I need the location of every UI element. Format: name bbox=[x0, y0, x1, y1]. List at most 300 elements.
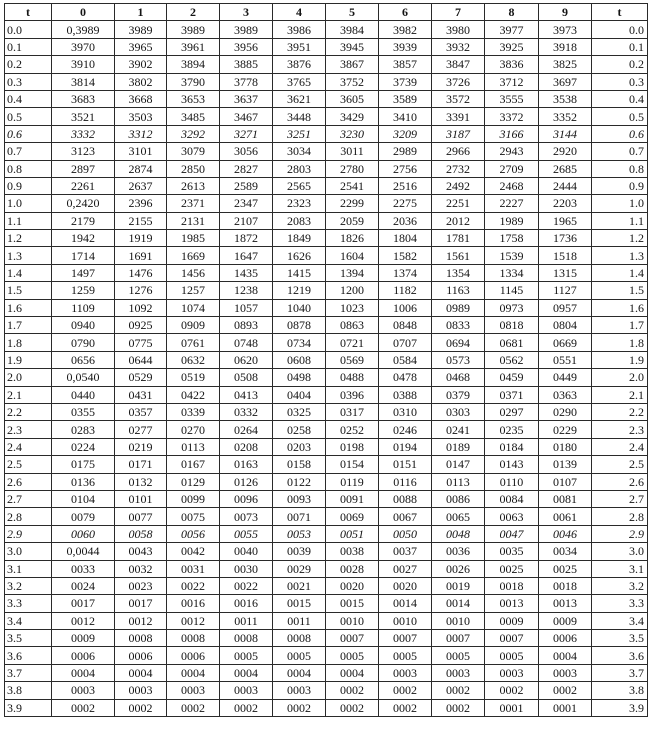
row-label-t: 2.3 bbox=[5, 421, 52, 438]
table-cell: 0012 bbox=[52, 612, 115, 629]
row-label-t-right: 0.4 bbox=[592, 90, 648, 107]
table-cell: 3485 bbox=[167, 108, 220, 125]
row-label-t-right: 1.3 bbox=[592, 247, 648, 264]
table-cell: 0519 bbox=[167, 369, 220, 386]
table-cell: 3503 bbox=[115, 108, 167, 125]
row-label-t: 2.5 bbox=[5, 456, 52, 473]
table-cell: 2261 bbox=[52, 177, 115, 194]
table-cell: 3973 bbox=[539, 21, 592, 38]
row-label-t-right: 2.7 bbox=[592, 490, 648, 507]
table-cell: 2059 bbox=[326, 212, 379, 229]
table-cell: 0003 bbox=[379, 664, 432, 681]
row-label-t-right: 1.0 bbox=[592, 195, 648, 212]
table-cell: 0396 bbox=[326, 386, 379, 403]
table-cell: 0004 bbox=[326, 664, 379, 681]
table-cell: 0060 bbox=[52, 525, 115, 542]
table-cell: 3894 bbox=[167, 56, 220, 73]
table-cell: 0,3989 bbox=[52, 21, 115, 38]
table-cell: 3739 bbox=[379, 73, 432, 90]
table-cell: 0003 bbox=[220, 682, 273, 699]
table-cell: 0132 bbox=[115, 473, 167, 490]
table-cell: 2589 bbox=[220, 177, 273, 194]
table-cell: 0498 bbox=[273, 369, 326, 386]
table-cell: 2541 bbox=[326, 177, 379, 194]
table-cell: 0957 bbox=[539, 299, 592, 316]
row-label-t: 2.2 bbox=[5, 403, 52, 420]
table-cell: 2179 bbox=[52, 212, 115, 229]
table-cell: 1736 bbox=[539, 230, 592, 247]
row-label-t-right: 1.5 bbox=[592, 282, 648, 299]
table-cell: 0005 bbox=[432, 647, 485, 664]
table-cell: 1415 bbox=[273, 264, 326, 281]
table-cell: 1561 bbox=[432, 247, 485, 264]
table-cell: 0310 bbox=[379, 403, 432, 420]
table-cell: 0014 bbox=[432, 595, 485, 612]
table-cell: 0002 bbox=[326, 682, 379, 699]
table-cell: 0656 bbox=[52, 351, 115, 368]
table-cell: 0113 bbox=[167, 438, 220, 455]
table-cell: 0002 bbox=[432, 699, 485, 716]
row-label-t: 0.3 bbox=[5, 73, 52, 90]
table-cell: 0551 bbox=[539, 351, 592, 368]
table-cell: 1145 bbox=[485, 282, 539, 299]
row-label-t-right: 0.2 bbox=[592, 56, 648, 73]
table-cell: 1092 bbox=[115, 299, 167, 316]
table-cell: 1669 bbox=[167, 247, 220, 264]
table-row bbox=[5, 125, 648, 142]
table-cell: 3230 bbox=[326, 125, 379, 142]
table-cell: 0562 bbox=[485, 351, 539, 368]
table-cell: 0003 bbox=[115, 682, 167, 699]
table-cell: 0775 bbox=[115, 334, 167, 351]
table-cell: 3429 bbox=[326, 108, 379, 125]
row-label-t: 3.9 bbox=[5, 699, 52, 716]
table-cell: 3372 bbox=[485, 108, 539, 125]
table-cell: 0013 bbox=[485, 595, 539, 612]
table-cell: 0020 bbox=[326, 577, 379, 594]
table-cell: 0099 bbox=[167, 490, 220, 507]
table-cell: 0,0044 bbox=[52, 543, 115, 560]
table-cell: 1849 bbox=[273, 230, 326, 247]
table-cell: 0018 bbox=[485, 577, 539, 594]
table-cell: 3653 bbox=[167, 90, 220, 107]
table-cell: 0014 bbox=[379, 595, 432, 612]
table-cell: 3847 bbox=[432, 56, 485, 73]
table-cell: 0139 bbox=[539, 456, 592, 473]
table-cell: 1691 bbox=[115, 247, 167, 264]
table-cell: 1057 bbox=[220, 299, 273, 316]
table-cell: 0061 bbox=[539, 508, 592, 525]
table-cell: 0002 bbox=[273, 699, 326, 716]
table-cell: 2920 bbox=[539, 143, 592, 160]
table-cell: 0003 bbox=[485, 664, 539, 681]
table-cell: 3986 bbox=[273, 21, 326, 38]
row-label-t: 2.4 bbox=[5, 438, 52, 455]
table-cell: 0584 bbox=[379, 351, 432, 368]
table-cell: 0404 bbox=[273, 386, 326, 403]
table-cell: 0317 bbox=[326, 403, 379, 420]
table-cell: 0005 bbox=[485, 647, 539, 664]
table-cell: 3292 bbox=[167, 125, 220, 142]
row-label-t-right: 2.8 bbox=[592, 508, 648, 525]
table-cell: 3312 bbox=[115, 125, 167, 142]
table-cell: 0004 bbox=[115, 664, 167, 681]
table-cell: 0122 bbox=[273, 473, 326, 490]
row-label-t-right: 2.4 bbox=[592, 438, 648, 455]
table-cell: 0010 bbox=[326, 612, 379, 629]
table-cell: 0283 bbox=[52, 421, 115, 438]
table-cell: 0002 bbox=[539, 682, 592, 699]
table-cell: 0006 bbox=[52, 647, 115, 664]
table-row bbox=[5, 369, 648, 386]
table-cell: 0034 bbox=[539, 543, 592, 560]
row-label-t-right: 1.1 bbox=[592, 212, 648, 229]
table-cell: 3011 bbox=[326, 143, 379, 160]
table-cell: 0035 bbox=[485, 543, 539, 560]
table-cell: 0339 bbox=[167, 403, 220, 420]
row-label-t: 3.5 bbox=[5, 630, 52, 647]
table-cell: 0004 bbox=[167, 664, 220, 681]
table-cell: 1942 bbox=[52, 230, 115, 247]
table-cell: 3876 bbox=[273, 56, 326, 73]
table-cell: 0003 bbox=[539, 664, 592, 681]
table-cell: 3410 bbox=[379, 108, 432, 125]
row-label-t-right: 3.1 bbox=[592, 560, 648, 577]
table-cell: 0258 bbox=[273, 421, 326, 438]
density-table bbox=[4, 3, 648, 717]
table-cell: 3980 bbox=[432, 21, 485, 38]
table-cell: 0002 bbox=[167, 699, 220, 716]
table-cell: 0126 bbox=[220, 473, 273, 490]
table-cell: 0023 bbox=[115, 577, 167, 594]
table-cell: 0003 bbox=[167, 682, 220, 699]
table-cell: 2565 bbox=[273, 177, 326, 194]
table-cell: 0863 bbox=[326, 317, 379, 334]
table-cell: 3101 bbox=[115, 143, 167, 160]
table-cell: 0005 bbox=[326, 647, 379, 664]
row-label-t: 3.6 bbox=[5, 647, 52, 664]
row-label-t: 3.8 bbox=[5, 682, 52, 699]
row-label-t-right: 2.6 bbox=[592, 473, 648, 490]
header-col-1: 1 bbox=[115, 4, 167, 21]
table-row bbox=[5, 160, 648, 177]
table-cell: 0006 bbox=[115, 647, 167, 664]
table-cell: 2203 bbox=[539, 195, 592, 212]
table-cell: 0413 bbox=[220, 386, 273, 403]
table-cell: 0529 bbox=[115, 369, 167, 386]
table-cell: 1334 bbox=[485, 264, 539, 281]
table-cell: 0478 bbox=[379, 369, 432, 386]
table-cell: 1604 bbox=[326, 247, 379, 264]
row-label-t-right: 2.9 bbox=[592, 525, 648, 542]
table-row bbox=[5, 195, 648, 212]
row-label-t-right: 1.8 bbox=[592, 334, 648, 351]
table-cell: 3989 bbox=[167, 21, 220, 38]
table-cell: 2036 bbox=[379, 212, 432, 229]
table-cell: 3918 bbox=[539, 38, 592, 55]
table-cell: 0007 bbox=[432, 630, 485, 647]
table-cell: 3910 bbox=[52, 56, 115, 73]
row-label-t: 2.6 bbox=[5, 473, 52, 490]
table-cell: 3867 bbox=[326, 56, 379, 73]
table-cell: 3970 bbox=[52, 38, 115, 55]
table-cell: 3209 bbox=[379, 125, 432, 142]
table-cell: 0005 bbox=[220, 647, 273, 664]
table-cell: 0025 bbox=[485, 560, 539, 577]
table-cell: 1238 bbox=[220, 282, 273, 299]
table-cell: 2251 bbox=[432, 195, 485, 212]
table-cell: 0371 bbox=[485, 386, 539, 403]
table-cell: 1714 bbox=[52, 247, 115, 264]
table-row bbox=[5, 577, 648, 594]
table-cell: 0058 bbox=[115, 525, 167, 542]
table-cell: 1394 bbox=[326, 264, 379, 281]
table-cell: 0002 bbox=[379, 699, 432, 716]
table-cell: 0632 bbox=[167, 351, 220, 368]
table-cell: 0020 bbox=[379, 577, 432, 594]
table-cell: 3902 bbox=[115, 56, 167, 73]
table-cell: 2943 bbox=[485, 143, 539, 160]
table-cell: 0022 bbox=[220, 577, 273, 594]
row-label-t-right: 3.5 bbox=[592, 630, 648, 647]
table-cell: 0198 bbox=[326, 438, 379, 455]
table-cell: 0004 bbox=[52, 664, 115, 681]
table-cell: 0158 bbox=[273, 456, 326, 473]
table-cell: 0032 bbox=[115, 560, 167, 577]
row-label-t: 1.7 bbox=[5, 317, 52, 334]
table-cell: 1626 bbox=[273, 247, 326, 264]
table-cell: 1919 bbox=[115, 230, 167, 247]
table-cell: 0006 bbox=[539, 630, 592, 647]
row-label-t-right: 0.7 bbox=[592, 143, 648, 160]
row-label-t: 3.7 bbox=[5, 664, 52, 681]
table-cell: 3857 bbox=[379, 56, 432, 73]
table-cell: 0071 bbox=[273, 508, 326, 525]
table-cell: 2756 bbox=[379, 160, 432, 177]
table-cell: 0925 bbox=[115, 317, 167, 334]
table-cell: 0027 bbox=[379, 560, 432, 577]
table-cell: 0024 bbox=[52, 577, 115, 594]
table-cell: 0012 bbox=[167, 612, 220, 629]
table-cell: 0025 bbox=[539, 560, 592, 577]
table-cell: 0290 bbox=[539, 403, 592, 420]
table-cell: 0388 bbox=[379, 386, 432, 403]
table-cell: 2371 bbox=[167, 195, 220, 212]
table-cell: 2107 bbox=[220, 212, 273, 229]
table-cell: 1539 bbox=[485, 247, 539, 264]
table-cell: 0011 bbox=[220, 612, 273, 629]
table-cell: 0277 bbox=[115, 421, 167, 438]
table-cell: 0110 bbox=[485, 473, 539, 490]
table-cell: 0008 bbox=[115, 630, 167, 647]
table-row bbox=[5, 525, 648, 542]
table-cell: 0569 bbox=[326, 351, 379, 368]
row-label-t: 2.9 bbox=[5, 525, 52, 542]
table-cell: 0734 bbox=[273, 334, 326, 351]
table-cell: 0303 bbox=[432, 403, 485, 420]
table-cell: 0422 bbox=[167, 386, 220, 403]
table-cell: 3166 bbox=[485, 125, 539, 142]
table-cell: 0909 bbox=[167, 317, 220, 334]
table-cell: 0721 bbox=[326, 334, 379, 351]
table-row bbox=[5, 56, 648, 73]
table-cell: 0252 bbox=[326, 421, 379, 438]
table-cell: 2516 bbox=[379, 177, 432, 194]
table-cell: 3668 bbox=[115, 90, 167, 107]
table-cell: 3123 bbox=[52, 143, 115, 160]
row-label-t-right: 2.2 bbox=[592, 403, 648, 420]
row-label-t-right: 0.8 bbox=[592, 160, 648, 177]
row-label-t-right: 3.3 bbox=[592, 595, 648, 612]
row-label-t-right: 2.3 bbox=[592, 421, 648, 438]
table-cell: 0005 bbox=[379, 647, 432, 664]
table-cell: 3984 bbox=[326, 21, 379, 38]
table-cell: 0379 bbox=[432, 386, 485, 403]
header-row bbox=[5, 4, 648, 21]
table-cell: 1259 bbox=[52, 282, 115, 299]
table-cell: 2155 bbox=[115, 212, 167, 229]
row-label-t: 0.1 bbox=[5, 38, 52, 55]
table-cell: 0028 bbox=[326, 560, 379, 577]
table-cell: 0002 bbox=[326, 699, 379, 716]
table-cell: 0669 bbox=[539, 334, 592, 351]
table-cell: 0022 bbox=[167, 577, 220, 594]
table-cell: 0833 bbox=[432, 317, 485, 334]
table-cell: 0026 bbox=[432, 560, 485, 577]
table-cell: 0154 bbox=[326, 456, 379, 473]
table-cell: 1127 bbox=[539, 282, 592, 299]
table-cell: 0184 bbox=[485, 438, 539, 455]
table-cell: 0008 bbox=[220, 630, 273, 647]
table-cell: 0940 bbox=[52, 317, 115, 334]
table-cell: 3977 bbox=[485, 21, 539, 38]
table-cell: 3925 bbox=[485, 38, 539, 55]
table-header bbox=[5, 4, 648, 21]
table-row bbox=[5, 73, 648, 90]
table-cell: 0804 bbox=[539, 317, 592, 334]
table-cell: 0241 bbox=[432, 421, 485, 438]
table-cell: 0163 bbox=[220, 456, 273, 473]
table-cell: 0018 bbox=[539, 577, 592, 594]
table-cell: 0113 bbox=[432, 473, 485, 490]
table-cell: 3712 bbox=[485, 73, 539, 90]
table-cell: 2275 bbox=[379, 195, 432, 212]
table-cell: 0270 bbox=[167, 421, 220, 438]
table-body bbox=[5, 21, 648, 717]
row-label-t-right: 3.4 bbox=[592, 612, 648, 629]
table-cell: 0297 bbox=[485, 403, 539, 420]
table-cell: 0050 bbox=[379, 525, 432, 542]
table-cell: 2897 bbox=[52, 160, 115, 177]
row-label-t: 0.9 bbox=[5, 177, 52, 194]
table-cell: 0009 bbox=[52, 630, 115, 647]
table-cell: 0107 bbox=[539, 473, 592, 490]
table-row bbox=[5, 38, 648, 55]
table-cell: 0573 bbox=[432, 351, 485, 368]
table-cell: 0004 bbox=[539, 647, 592, 664]
table-cell: 3352 bbox=[539, 108, 592, 125]
table-cell: 0,2420 bbox=[52, 195, 115, 212]
table-cell: 0030 bbox=[220, 560, 273, 577]
table-cell: 0012 bbox=[115, 612, 167, 629]
row-label-t: 1.0 bbox=[5, 195, 52, 212]
table-cell: 0019 bbox=[432, 577, 485, 594]
table-cell: 3448 bbox=[273, 108, 326, 125]
table-cell: 3939 bbox=[379, 38, 432, 55]
table-cell: 0151 bbox=[379, 456, 432, 473]
table-cell: 0136 bbox=[52, 473, 115, 490]
table-row bbox=[5, 438, 648, 455]
table-cell: 2637 bbox=[115, 177, 167, 194]
table-cell: 1985 bbox=[167, 230, 220, 247]
row-label-t-right: 0.1 bbox=[592, 38, 648, 55]
table-cell: 3056 bbox=[220, 143, 273, 160]
table-cell: 0002 bbox=[220, 699, 273, 716]
table-cell: 1826 bbox=[326, 230, 379, 247]
table-row bbox=[5, 490, 648, 507]
table-cell: 0006 bbox=[167, 647, 220, 664]
table-cell: 0009 bbox=[539, 612, 592, 629]
table-cell: 0015 bbox=[326, 595, 379, 612]
table-cell: 3836 bbox=[485, 56, 539, 73]
table-cell: 3945 bbox=[326, 38, 379, 55]
table-cell: 0001 bbox=[539, 699, 592, 716]
table-cell: 0039 bbox=[273, 543, 326, 560]
header-col-5: 5 bbox=[326, 4, 379, 21]
table-cell: 1074 bbox=[167, 299, 220, 316]
row-label-t: 1.6 bbox=[5, 299, 52, 316]
row-label-t: 2.1 bbox=[5, 386, 52, 403]
header-col-6: 6 bbox=[379, 4, 432, 21]
table-cell: 0790 bbox=[52, 334, 115, 351]
table-cell: 0067 bbox=[379, 508, 432, 525]
table-cell: 0002 bbox=[485, 682, 539, 699]
row-label-t: 2.7 bbox=[5, 490, 52, 507]
table-cell: 2989 bbox=[379, 143, 432, 160]
table-cell: 3555 bbox=[485, 90, 539, 107]
table-row bbox=[5, 508, 648, 525]
table-cell: 3932 bbox=[432, 38, 485, 55]
table-cell: 0081 bbox=[539, 490, 592, 507]
table-cell: 0681 bbox=[485, 334, 539, 351]
table-cell: 0,0540 bbox=[52, 369, 115, 386]
table-cell: 0048 bbox=[432, 525, 485, 542]
table-cell: 0189 bbox=[432, 438, 485, 455]
table-cell: 0017 bbox=[115, 595, 167, 612]
header-col-8: 8 bbox=[485, 4, 539, 21]
table-cell: 0180 bbox=[539, 438, 592, 455]
table-cell: 2083 bbox=[273, 212, 326, 229]
table-cell: 0086 bbox=[432, 490, 485, 507]
table-cell: 2396 bbox=[115, 195, 167, 212]
table-cell: 3079 bbox=[167, 143, 220, 160]
table-cell: 0620 bbox=[220, 351, 273, 368]
table-cell: 3621 bbox=[273, 90, 326, 107]
table-cell: 3961 bbox=[167, 38, 220, 55]
table-cell: 0042 bbox=[167, 543, 220, 560]
table-cell: 2874 bbox=[115, 160, 167, 177]
table-cell: 2468 bbox=[485, 177, 539, 194]
table-cell: 2966 bbox=[432, 143, 485, 160]
table-cell: 2780 bbox=[326, 160, 379, 177]
row-label-t-right: 3.7 bbox=[592, 664, 648, 681]
table-cell: 0091 bbox=[326, 490, 379, 507]
table-cell: 2012 bbox=[432, 212, 485, 229]
table-row bbox=[5, 143, 648, 160]
table-cell: 3251 bbox=[273, 125, 326, 142]
table-cell: 3989 bbox=[115, 21, 167, 38]
table-cell: 0002 bbox=[115, 699, 167, 716]
